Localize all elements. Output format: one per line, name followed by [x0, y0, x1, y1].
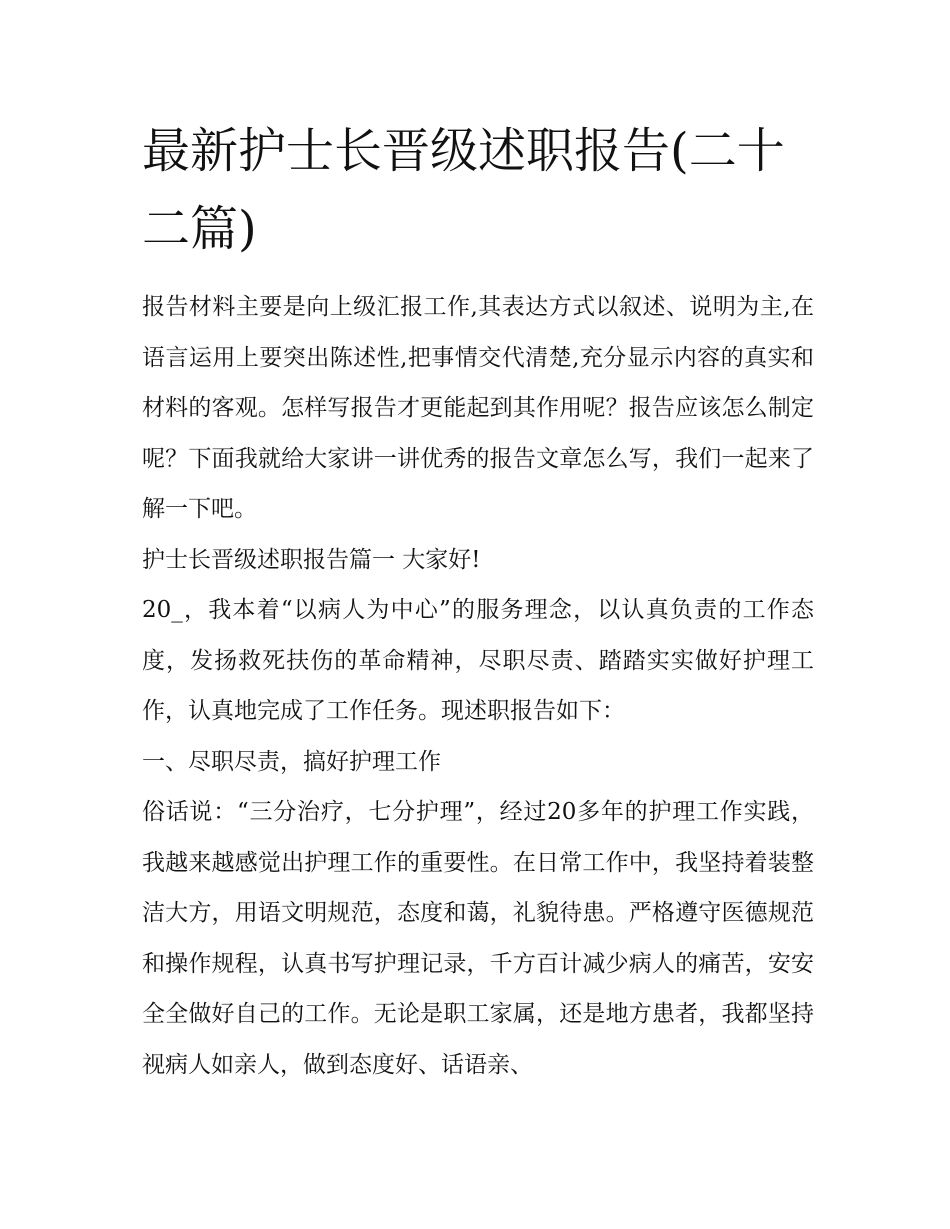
section-1-paragraph: 俗话说：“三分治疗，七分护理”，经过20多年的护理工作实践，我越来越感觉出护理工作的重要性。在日常工作中，我坚持着装整洁大方，用语文明规范，态度和蔼，礼貌待患。严格遵守医德规范和操作规程，认真书写护理记录，千方百计减少病人的痛苦，安安全全做好自己的工作。无论是职工家属，还是地方患者，我都坚持视病人如亲人，做到态度好、话语亲、: [142, 799, 814, 1078]
document-title: 最新护士长晋级述职报告(二十二篇): [142, 123, 785, 257]
document-body: [142, 282, 814, 1090]
section-heading-1: 一、尽职尽责，搞好护理工作: [142, 748, 441, 775]
section-heading-greeting: 护士长晋级述职报告篇一 大家好!: [142, 546, 481, 573]
intro-paragraph: 报告材料主要是向上级汇报工作,其表达方式以叙述、说明为主,在语言运用上要突出陈述性,把事情交代清楚,充分显示内容的真实和材料的客观。怎样写报告才更能起到其作用呢？报告应该怎么制定呢？下面我就给大家讲一讲优秀的报告文章怎么写，我们一起来了解一下吧。: [142, 294, 814, 522]
opening-paragraph: 20_，我本着“以病人为中心”的服务理念，以认真负责的工作态度，发扬救死扶伤的革命精神，尽职尽责、踏踏实实做好护理工作，认真地完成了工作任务。现述职报告如下：: [142, 597, 814, 724]
document-page: [142, 112, 814, 1090]
